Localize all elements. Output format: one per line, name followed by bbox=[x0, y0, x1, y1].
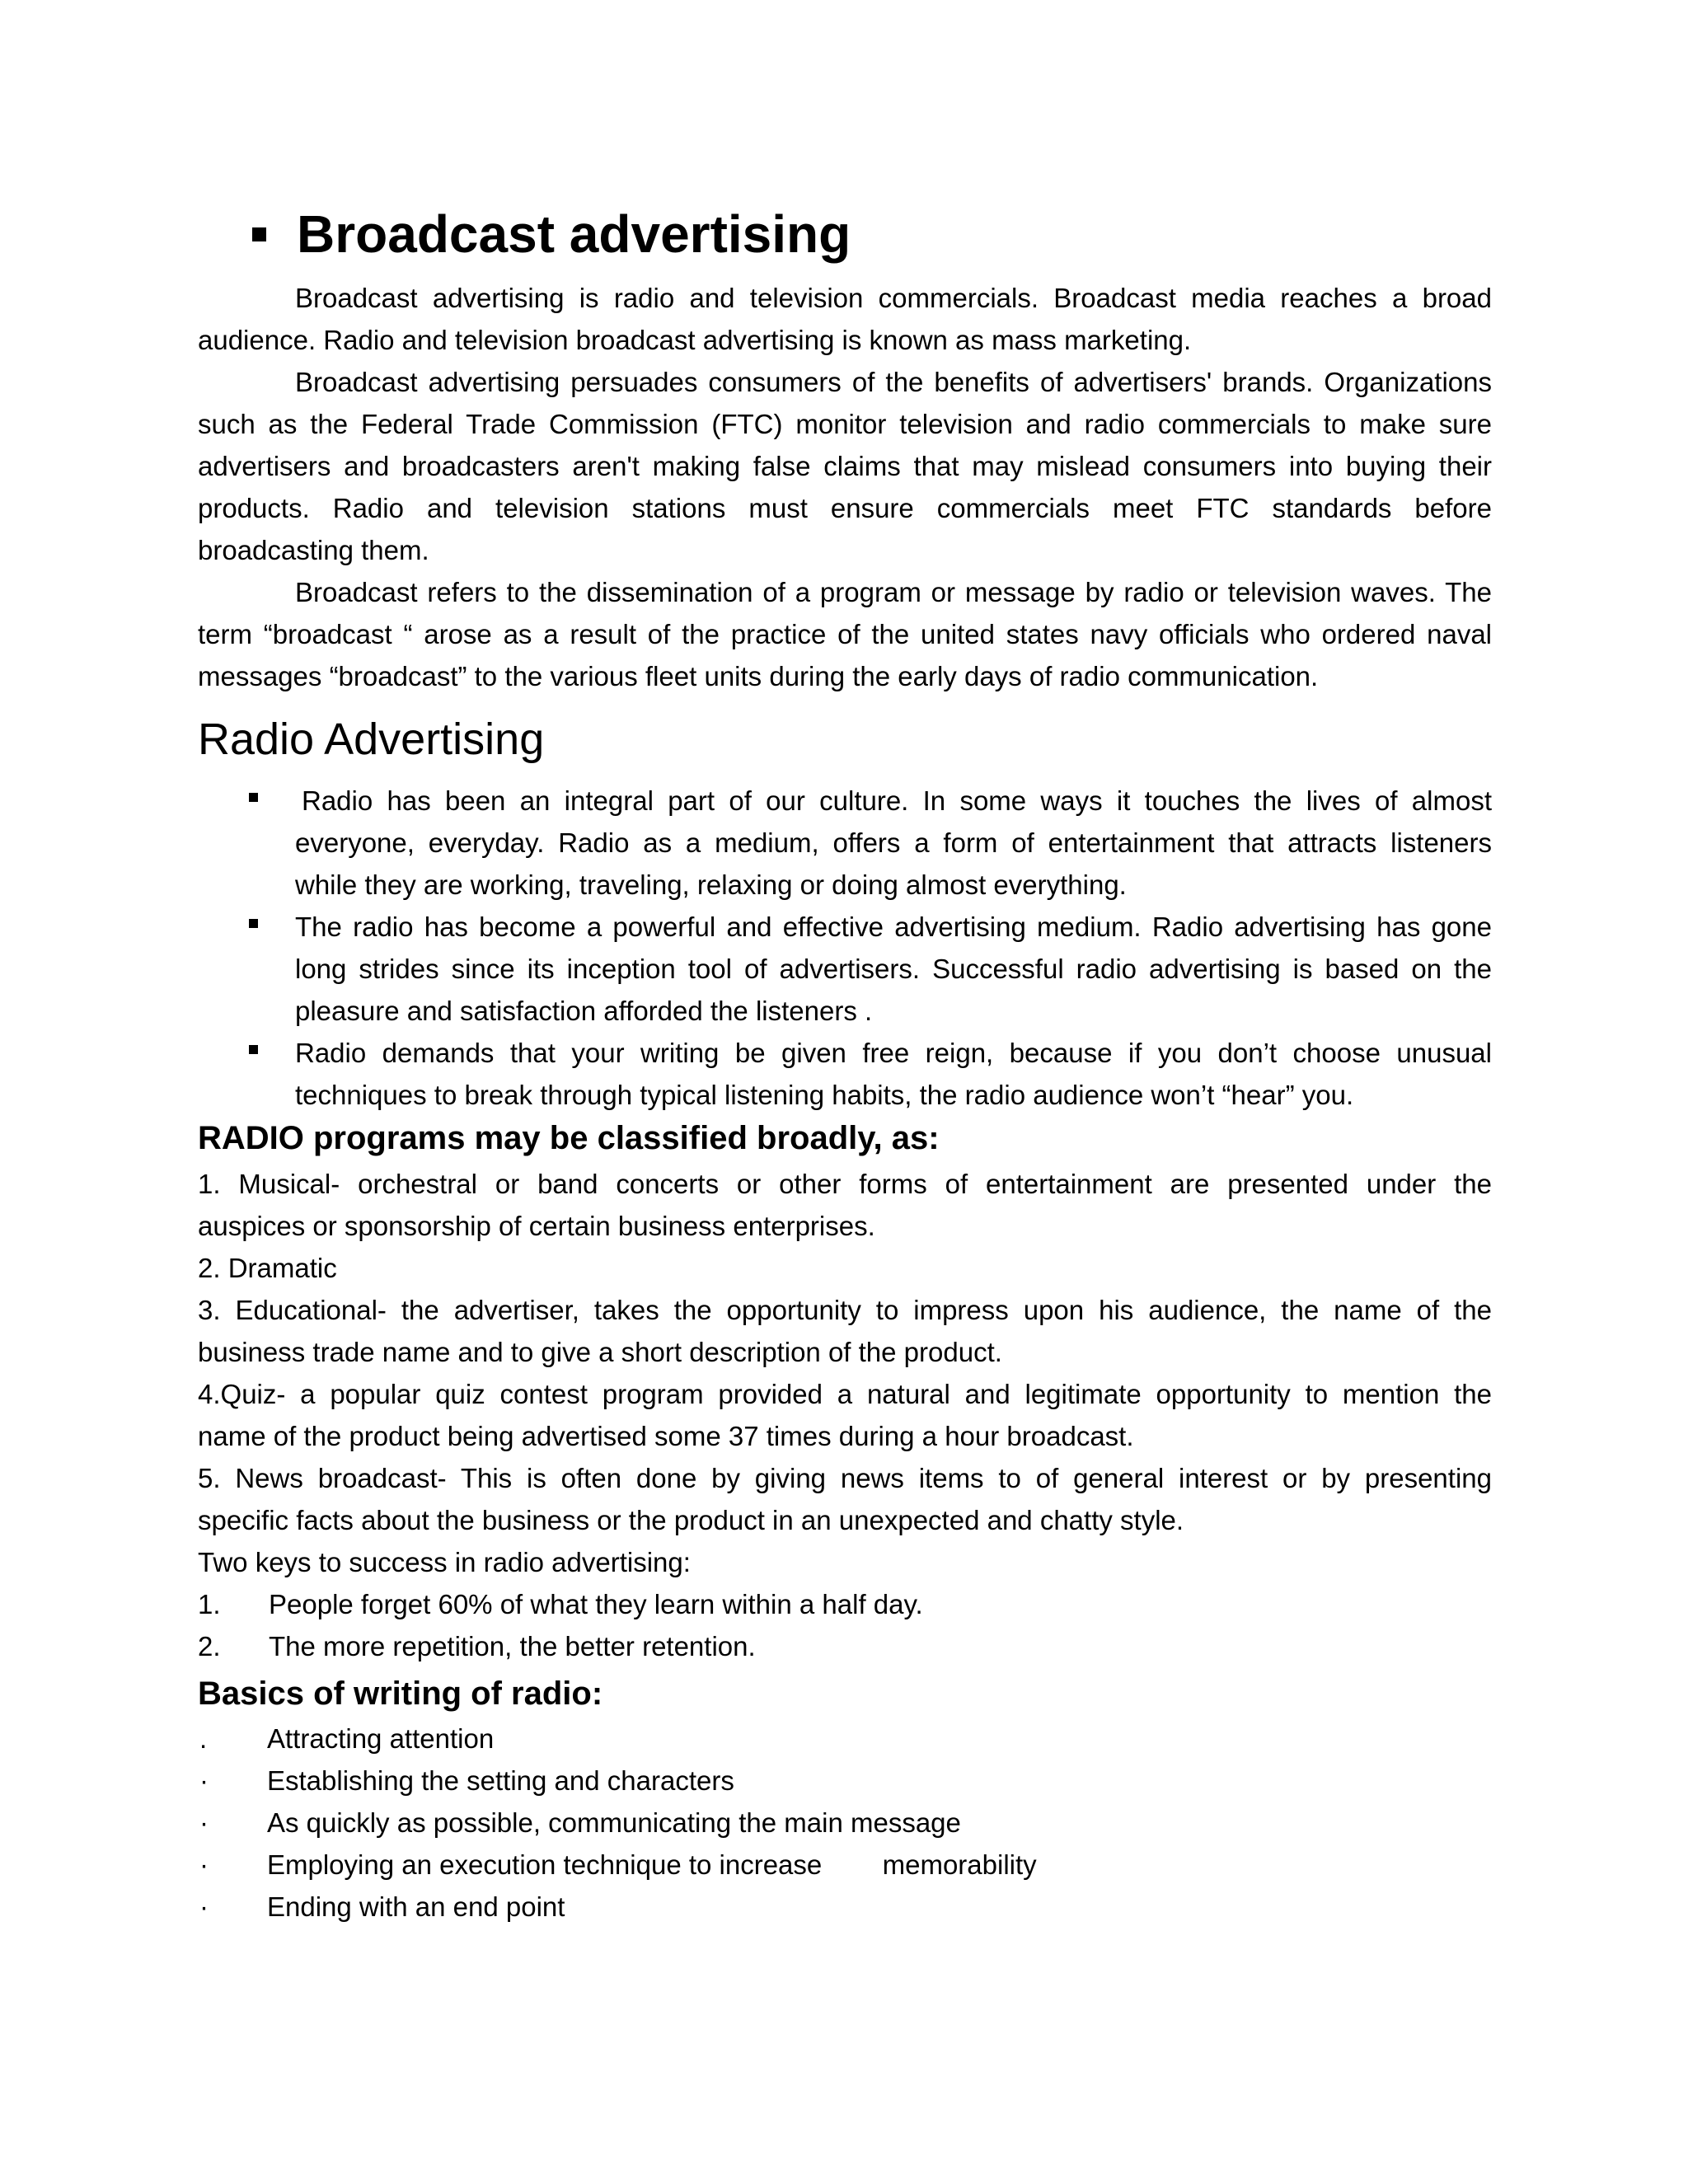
program-musical-line-2: auspices or sponsorship of certain business enterprises. bbox=[198, 1211, 875, 1241]
square-bullet-icon bbox=[249, 919, 258, 928]
intro-p2-line-2: such as the Federal Trade Commission (FTC) monitor television and radio commercials to make sure bbox=[198, 409, 1492, 439]
intro-p2-line-3: advertisers and broadcasters aren't making false claims that may mislead consumers into buying their bbox=[198, 451, 1492, 481]
basics-5-text: Ending with an end point bbox=[267, 1891, 565, 1922]
radio-bullet-2-line-3: pleasure and satisfaction afforded the listeners . bbox=[295, 996, 873, 1026]
radio-bullet-1-line-2: everyone, everyday. Radio as a medium, offers a form of entertainment that attracts listeners bbox=[295, 827, 1492, 858]
intro-p3-line-1: Broadcast refers to the dissemination of a program or message by radio or television waves. The bbox=[295, 577, 1492, 607]
basics-5-mark: · bbox=[199, 1891, 209, 1922]
basics-heading: Basics of writing of radio: bbox=[198, 1675, 603, 1712]
intro-p2-line-1: Broadcast advertising persuades consumers of the benefits of advertisers' brands. Organizations bbox=[295, 367, 1492, 397]
square-bullet-icon bbox=[249, 793, 258, 802]
key-1-text: People forget 60% of what they learn within a half day. bbox=[269, 1589, 923, 1619]
radio-bullet-3-line-1: Radio demands that your writing be given free reign, because if you don’t choose unusual bbox=[295, 1038, 1492, 1068]
basics-4-mark: · bbox=[199, 1849, 209, 1880]
basics-2-text: Establishing the setting and characters bbox=[267, 1765, 734, 1796]
square-bullet-icon bbox=[249, 1045, 258, 1054]
program-quiz-line-2: name of the product being advertised some 37 times during a hour broadcast. bbox=[198, 1421, 1134, 1451]
intro-p2-line-5: broadcasting them. bbox=[198, 535, 429, 565]
program-educational-line-1: 3. Educational- the advertiser, takes the opportunity to impress upon his audience, the name of the bbox=[198, 1295, 1492, 1325]
intro-p2-line-4: products. Radio and television stations must ensure commercials meet FTC standards before bbox=[198, 493, 1492, 523]
intro-p1-line-1: Broadcast advertising is radio and television commercials. Broadcast media reaches a broad bbox=[295, 283, 1492, 313]
page-title: Broadcast advertising bbox=[297, 204, 851, 264]
intro-p3-line-2: term “broadcast “ arose as a result of the practice of the united states navy officials who ordered naval bbox=[198, 619, 1492, 649]
program-quiz-line-1: 4.Quiz- a popular quiz contest program provided a natural and legitimate opportunity to mention the bbox=[198, 1379, 1492, 1409]
key-2-text: The more repetition, the better retention. bbox=[269, 1631, 756, 1661]
program-musical-line-1: 1. Musical- orchestral or band concerts or other forms of entertainment are presented under the bbox=[198, 1169, 1492, 1199]
radio-bullet-2-line-2: long strides since its inception tool of advertisers. Successful radio advertising is based on the bbox=[295, 954, 1492, 984]
basics-1-text: Attracting attention bbox=[267, 1723, 495, 1754]
radio-bullet-1-line-1: Radio has been an integral part of our culture. In some ways it touches the lives of almost bbox=[302, 785, 1492, 816]
radio-bullet-2-line-1: The radio has become a powerful and effective advertising medium. Radio advertising has gone bbox=[295, 912, 1492, 942]
basics-2-mark: · bbox=[199, 1765, 209, 1796]
program-news-line-1: 5. News broadcast- This is often done by giving news items to of general interest or by presenting bbox=[198, 1463, 1492, 1493]
square-bullet-icon bbox=[252, 227, 266, 241]
intro-p3-line-3: messages “broadcast” to the various fleet units during the early days of radio communication. bbox=[198, 661, 1319, 691]
keys-intro: Two keys to success in radio advertising: bbox=[198, 1547, 691, 1577]
program-news-line-2: specific facts about the business or the product in an unexpected and chatty style. bbox=[198, 1505, 1184, 1535]
radio-advertising-heading: Radio Advertising bbox=[198, 715, 545, 764]
radio-bullet-1-line-3: while they are working, traveling, relaxing or doing almost everything. bbox=[295, 869, 1127, 900]
program-dramatic: 2. Dramatic bbox=[198, 1253, 337, 1283]
program-educational-line-2: business trade name and to give a short description of the product. bbox=[198, 1337, 1002, 1367]
key-1-number: 1. bbox=[198, 1589, 221, 1619]
basics-4-text: Employing an execution technique to increase memorability bbox=[267, 1849, 1037, 1880]
basics-3-mark: · bbox=[199, 1807, 209, 1838]
basics-1-mark: . bbox=[199, 1723, 208, 1754]
intro-p1-line-2: audience. Radio and television broadcast advertising is known as mass marketing. bbox=[198, 325, 1192, 355]
radio-bullet-3-line-2: techniques to break through typical listening habits, the radio audience won’t “hear” you. bbox=[295, 1080, 1354, 1110]
basics-3-text: As quickly as possible, communicating the main message bbox=[267, 1807, 961, 1838]
programs-heading: RADIO programs may be classified broadly, as: bbox=[198, 1120, 940, 1156]
key-2-number: 2. bbox=[198, 1631, 221, 1661]
